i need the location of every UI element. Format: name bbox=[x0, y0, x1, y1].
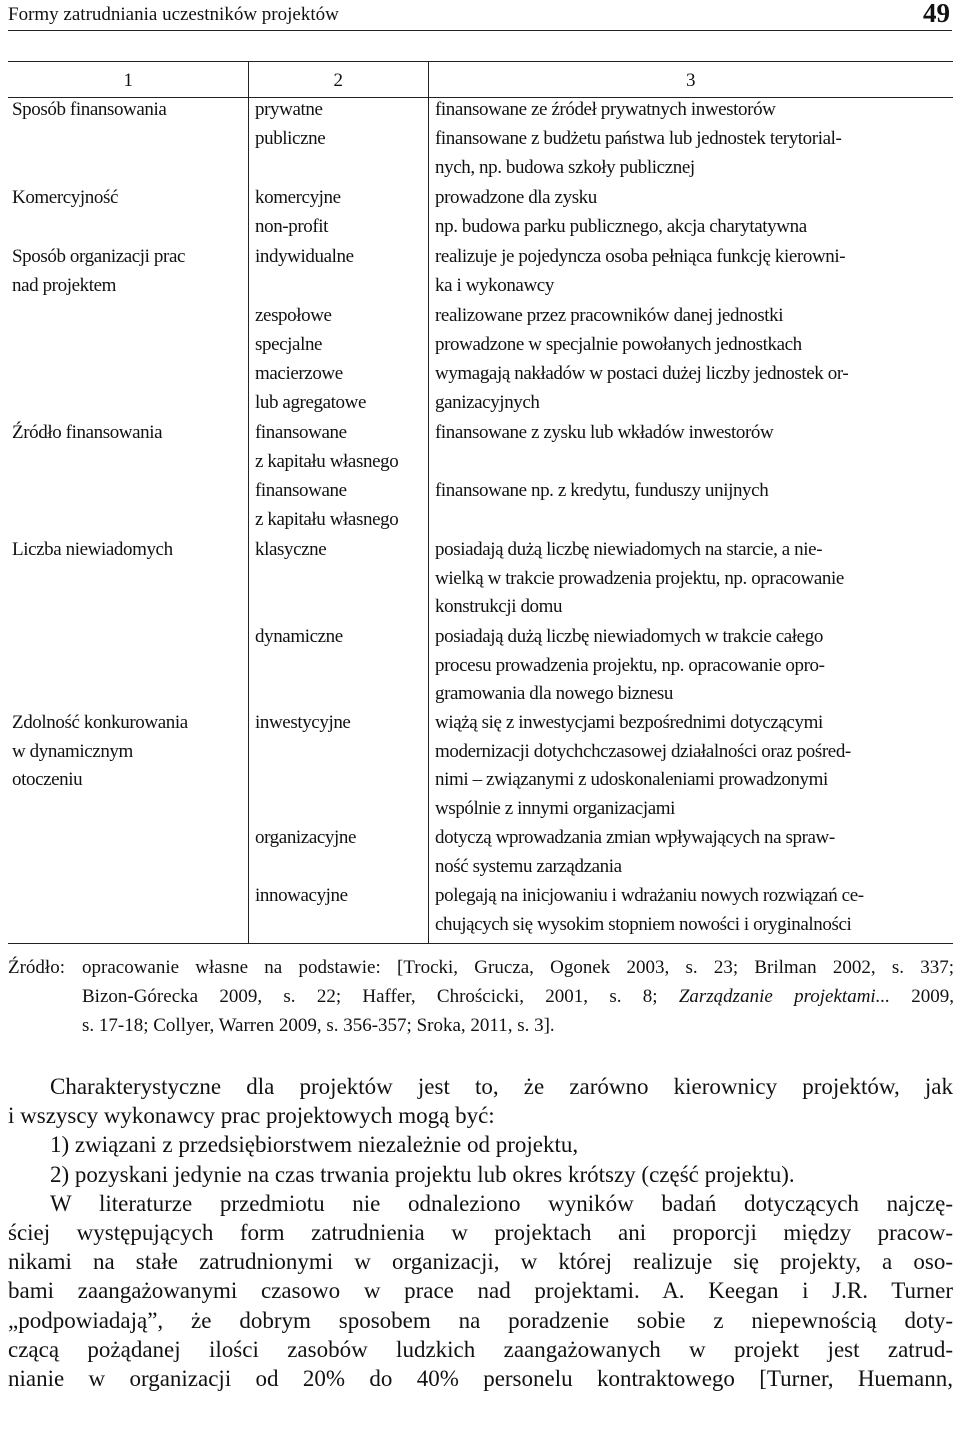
running-title: Formy zatrudniania uczestników projektów bbox=[8, 4, 339, 25]
description-text: wspólnie z innymi organizacjami bbox=[435, 797, 675, 819]
criterion-text: Zdolność konkurowania bbox=[12, 712, 188, 733]
type-text: finansowane bbox=[255, 422, 347, 443]
column-divider bbox=[248, 62, 249, 943]
type-cell bbox=[255, 213, 328, 242]
description-text: posiadają dużą liczbę niewiadomych w trakcie całego bbox=[435, 626, 823, 647]
criterion-text: Źródło finansowania bbox=[12, 422, 163, 443]
description-text: prowadzone w specjalnie powołanych jednostkach bbox=[435, 334, 802, 355]
criterion-text: Sposób finansowania bbox=[12, 99, 167, 120]
criterion-text: Komercyjność bbox=[12, 187, 118, 208]
criterion-text: w dynamicznym bbox=[12, 740, 133, 762]
criterion-text: otoczeniu bbox=[12, 769, 83, 790]
description-text: finansowane np. z kredytu, funduszy unijnych bbox=[435, 480, 769, 501]
type-text: dynamiczne bbox=[255, 626, 343, 647]
description-cell bbox=[435, 96, 776, 125]
source-line: opracowanie własne na podstawie: [Trocki, Grucza, Ogonek 2003, s. 23; Brilman 2002, s. 337; bbox=[82, 957, 954, 978]
paragraph-line: nikami na stałe zatrudnionymi w organizacji, w której realizuje się projekty, a oso- bbox=[8, 1249, 953, 1275]
type-text: finansowane bbox=[255, 480, 347, 501]
description-text: np. budowa parku publicznego, akcja charytatywna bbox=[435, 216, 807, 237]
type-text: komercyjne bbox=[255, 187, 341, 208]
type-text: zespołowe bbox=[255, 305, 332, 326]
list-item: 2) pozyskani jedynie na czas trwania projektu lub okres krótszy (część projektu). bbox=[50, 1161, 795, 1187]
source-line: Bizon-Górecka 2009, s. 22; Haffer, Chrościcki, 2001, s. 8; Zarządzanie projektami... 2009, bbox=[82, 986, 954, 1007]
description-cell bbox=[435, 125, 841, 182]
description-text: prowadzone dla zysku bbox=[435, 187, 597, 208]
type-cell bbox=[255, 419, 398, 476]
type-cell bbox=[255, 536, 326, 565]
criterion-cell bbox=[12, 184, 118, 213]
source-text bbox=[82, 953, 954, 1040]
description-cell bbox=[435, 302, 783, 331]
type-cell bbox=[255, 882, 348, 911]
type-cell bbox=[255, 709, 350, 738]
description-text: finansowane z zysku lub wkładów inwestorów bbox=[435, 422, 774, 443]
paragraph-line: czącą pożądanej ilości zasobów ludzkich zaangażowanych w projekt jest zatrud- bbox=[8, 1336, 953, 1362]
paragraph-line: nianie w organizacji od 20% do 40% personelu kontraktowego [Turner, Huemann, bbox=[8, 1366, 953, 1392]
type-cell bbox=[255, 125, 325, 154]
type-text: inwestycyjne bbox=[255, 712, 351, 733]
paragraph-line: „podpowiadają”, że dobrym sposobem na poradzenie sobie z niepewnością doty- bbox=[8, 1307, 953, 1333]
description-text: ganizacyjnych bbox=[435, 391, 540, 413]
source-label: Źródło: bbox=[8, 957, 65, 978]
criterion-cell bbox=[12, 536, 173, 565]
description-cell bbox=[435, 184, 597, 213]
description-cell bbox=[435, 477, 768, 506]
description-text: finansowane z budżetu państwa lub jednostek terytorial- bbox=[435, 128, 842, 149]
body-text bbox=[8, 1072, 953, 1393]
description-cell bbox=[435, 623, 825, 709]
type-cell bbox=[255, 184, 341, 213]
description-text: finansowane ze źródeł prywatnych inwestorów bbox=[435, 99, 776, 120]
description-text: gramowania dla nowego biznesu bbox=[435, 683, 673, 704]
type-text: prywatne bbox=[255, 99, 323, 120]
type-cell bbox=[255, 302, 332, 331]
paragraph-line: i wszyscy wykonawcy prac projektowych mogą być: bbox=[8, 1103, 495, 1129]
description-text: wymagają nakładów w postaci dużej liczby jednostek or- bbox=[435, 363, 849, 384]
type-text: lub agregatowe bbox=[255, 391, 366, 413]
description-text: ka i wykonawcy bbox=[435, 274, 554, 296]
paragraph-line: W literaturze przedmiotu nie odnaleziono wyników badań dotyczących najczę- bbox=[50, 1190, 953, 1216]
type-text: z kapitału własnego bbox=[255, 508, 399, 530]
description-cell bbox=[435, 419, 773, 448]
type-cell bbox=[255, 96, 323, 125]
description-text: konstrukcji domu bbox=[435, 596, 563, 617]
description-cell bbox=[435, 709, 851, 823]
type-text: innowacyjne bbox=[255, 885, 348, 906]
column-header-3: 3 bbox=[685, 70, 696, 91]
description-text: posiadają dużą liczbę niewiadomych na starcie, a nie- bbox=[435, 539, 823, 560]
paragraph-line: bami zaangażowanymi czasowo w prace nad projektami. A. Keegan i J.R. Turner bbox=[8, 1278, 953, 1304]
forms-table bbox=[8, 61, 953, 944]
description-text: chujących się wysokim stopniem nowości i oryginalności bbox=[435, 913, 852, 935]
description-text: modernizacji dotychchczasowej działalności oraz pośred- bbox=[435, 740, 851, 762]
paragraph-line: Charakterystyczne dla projektów jest to, że zarówno kierownicy projektów, jak bbox=[50, 1074, 953, 1099]
description-cell bbox=[435, 536, 844, 622]
description-text: nych, np. budowa szkoły publicznej bbox=[435, 156, 695, 178]
criterion-cell bbox=[12, 243, 185, 300]
description-text: wielką w trakcie prowadzenia projektu, np. opracowanie bbox=[435, 567, 844, 589]
description-cell bbox=[435, 824, 835, 881]
type-text: klasyczne bbox=[255, 539, 327, 560]
type-text: macierzowe bbox=[255, 363, 343, 384]
description-cell bbox=[435, 331, 802, 360]
description-cell bbox=[435, 243, 845, 300]
description-cell bbox=[435, 213, 807, 242]
description-text: wiążą się z inwestycjami bezpośrednimi dotyczącymi bbox=[435, 712, 823, 733]
type-cell bbox=[255, 331, 322, 360]
description-cell bbox=[435, 360, 848, 417]
description-text: dotyczą wprowadzania zmian wpływających na spraw- bbox=[435, 827, 835, 848]
description-text: realizowane przez pracowników danej jednostki bbox=[435, 305, 784, 326]
type-cell bbox=[255, 360, 366, 417]
column-header-2: 2 bbox=[333, 70, 343, 91]
criterion-cell bbox=[12, 419, 162, 448]
description-cell bbox=[435, 882, 864, 939]
list-item: 1) związani z przedsiębiorstwem niezależnie od projektu, bbox=[50, 1132, 579, 1158]
cited-title: Zarządzanie projektami... bbox=[678, 986, 890, 1007]
column-divider bbox=[428, 62, 429, 943]
column-header-1: 1 bbox=[123, 70, 133, 91]
type-text: indywidualne bbox=[255, 246, 354, 267]
page-number: 49 bbox=[923, 0, 950, 28]
type-text: organizacyjne bbox=[255, 827, 357, 848]
type-cell bbox=[255, 824, 356, 853]
paragraph-line: ściej występujących form zatrudnienia w projektach ani proporcji między pracow- bbox=[8, 1220, 953, 1246]
type-text: non-profit bbox=[255, 216, 329, 237]
type-text: publiczne bbox=[255, 128, 326, 149]
page-header bbox=[8, 0, 952, 31]
type-text: specjalne bbox=[255, 334, 323, 355]
description-text: ność systemu zarządzania bbox=[435, 855, 622, 877]
description-text: realizuje je pojedyncza osoba pełniąca funkcję kierowni- bbox=[435, 246, 846, 267]
description-text: polegają na inicjowaniu i wdrażaniu nowych rozwiązań ce- bbox=[435, 885, 864, 906]
type-text: z kapitału własnego bbox=[255, 450, 399, 472]
criterion-cell bbox=[12, 709, 188, 795]
criterion-cell bbox=[12, 96, 166, 125]
description-text: nimi – związanymi z udoskonaleniami prowadzonymi bbox=[435, 769, 828, 790]
description-text: procesu prowadzenia projektu, np. opracowanie opro- bbox=[435, 654, 825, 676]
type-cell bbox=[255, 477, 398, 534]
criterion-text: Sposób organizacji prac bbox=[12, 246, 186, 267]
criterion-text: Liczba niewiadomych bbox=[12, 539, 173, 560]
criterion-text: nad projektem bbox=[12, 274, 117, 296]
type-cell bbox=[255, 243, 354, 272]
source-line: s. 17-18; Collyer, Warren 2009, s. 356-357; Sroka, 2011, s. 3]. bbox=[82, 1015, 555, 1036]
type-cell bbox=[255, 623, 343, 652]
